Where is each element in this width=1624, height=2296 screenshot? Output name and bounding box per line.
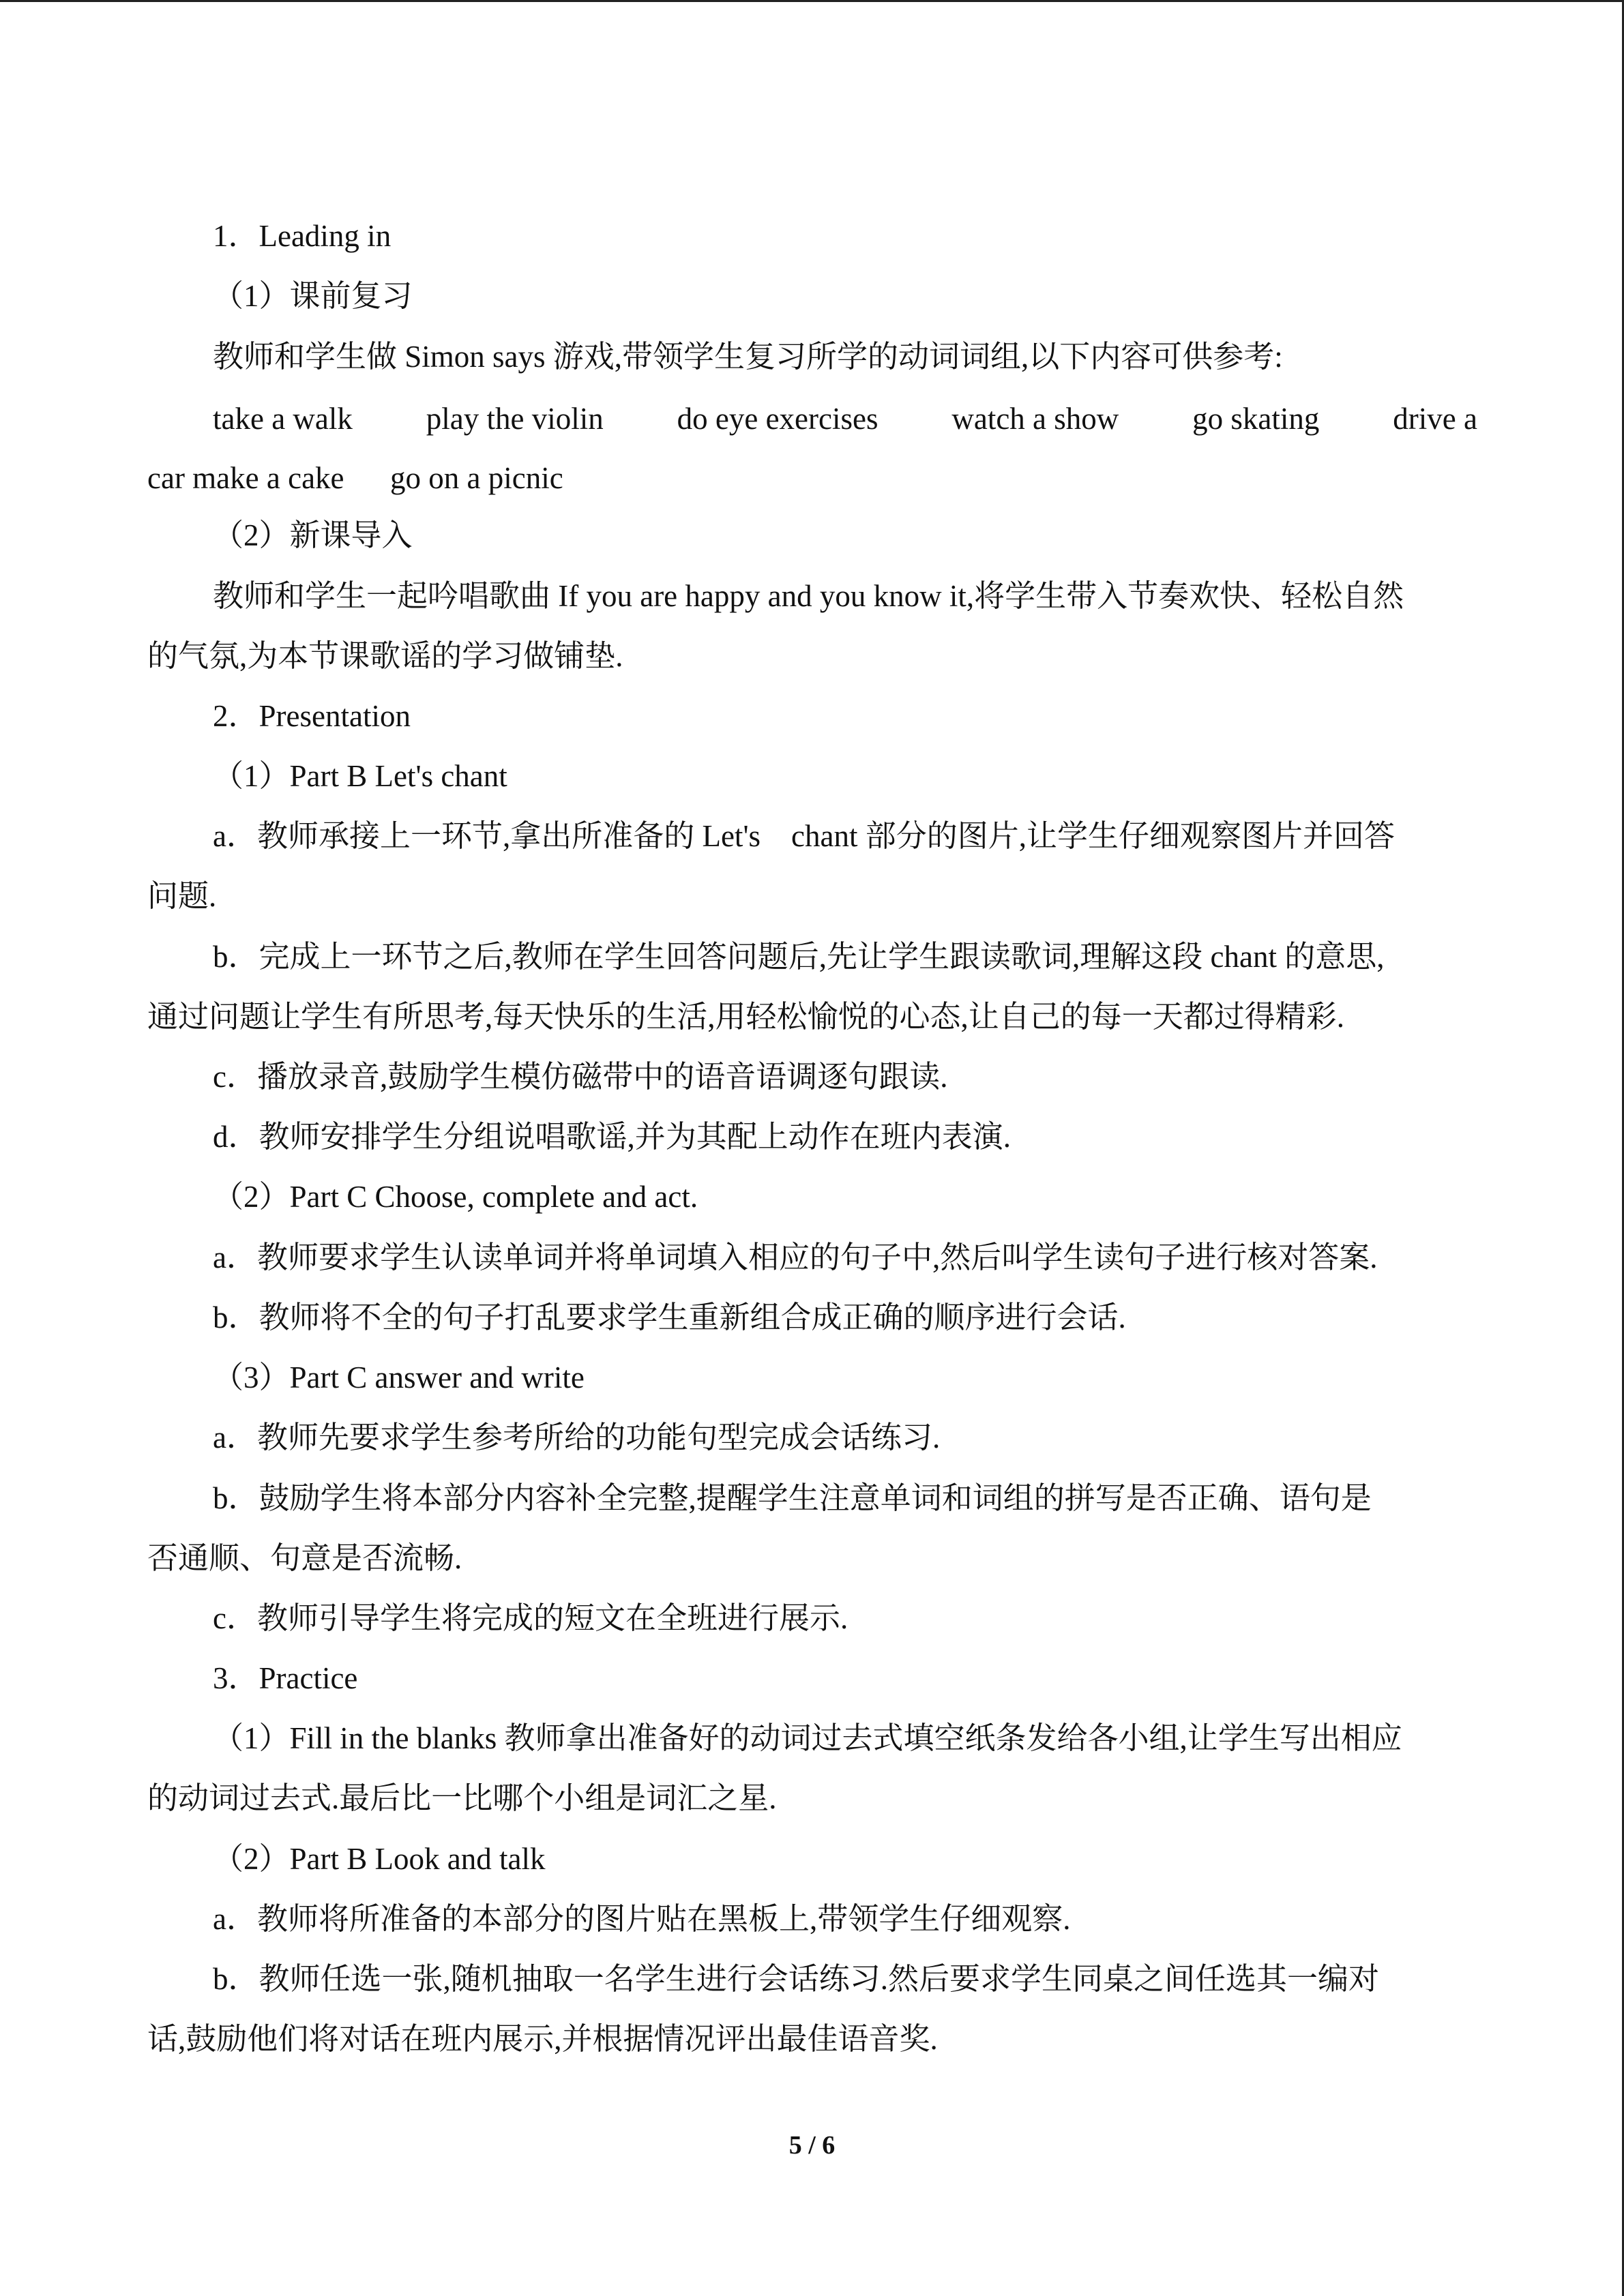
subheading-choose-complete-act: （2）Part C Choose, complete and act. [213, 1180, 698, 1214]
paragraph-continued: 的气氛,为本节课歌谣的学习做铺垫. [147, 639, 623, 673]
list-item-continued: 否通顺、句意是否流畅. [147, 1541, 462, 1575]
page-number: 5 / 6 [788, 2131, 836, 2160]
phrase-item: drive a [1393, 402, 1477, 436]
paragraph-continued: 的动词过去式.最后比一比哪个小组是词汇之星. [147, 1781, 777, 1815]
list-item: b．完成上一环节之后,教师在学生回答问题后,先让学生跟读歌词,理解这段 chant 的意思, [213, 940, 1385, 974]
list-item: c．教师引导学生将完成的短文在全班进行展示. [213, 1601, 848, 1635]
phrase-item: play the violin [426, 402, 604, 436]
list-item: a．教师承接上一环节,拿出所准备的 Let's chant 部分的图片,让学生仔细观察图片并回答 [213, 819, 1396, 853]
subheading-lets-chant: （1）Part B Let's chant [213, 759, 507, 793]
phrase-list [213, 398, 1477, 439]
list-item: b．鼓励学生将本部分内容补全完整,提醒学生注意单词和词组的拼写是否正确、语句是 [213, 1481, 1372, 1515]
subheading-answer-and-write: （3）Part C answer and write [213, 1360, 585, 1395]
list-item: a．教师要求学生认读单词并将单词填入相应的句子中,然后叫学生读句子进行核对答案. [213, 1240, 1378, 1274]
phrase-list-continued: car make a cake go on a picnic [147, 461, 563, 495]
subheading-new-lesson: （2）新课导入 [213, 518, 413, 552]
list-item-continued: 通过问题让学生有所思考,每天快乐的生活,用轻松愉悦的心态,让自己的每一天都过得精彩. [147, 1000, 1345, 1034]
list-item-continued: 话,鼓励他们将对话在班内展示,并根据情况评出最佳语音奖. [147, 2022, 938, 2056]
list-item-continued: 问题. [147, 879, 217, 913]
phrase-item: take a walk [213, 402, 353, 436]
list-item: d．教师安排学生分组说唱歌谣,并为其配上动作在班内表演. [213, 1120, 1012, 1154]
section-heading-leading-in: 1．Leading in [213, 219, 392, 253]
list-item: a．教师先要求学生参考所给的功能句型完成会话练习. [213, 1420, 941, 1455]
paragraph: 教师和学生做 Simon says 游戏,带领学生复习所学的动词词组,以下内容可供参考: [213, 340, 1283, 374]
section-heading-presentation: 2．Presentation [213, 699, 411, 733]
subheading-review: （1）课前复习 [213, 279, 413, 313]
section-heading-practice: 3．Practice [213, 1661, 358, 1695]
list-item: b．教师任选一张,随机抽取一名学生进行会话练习.然后要求学生同桌之间任选其一编对 [213, 1962, 1380, 1996]
subheading-look-and-talk: （2）Part B Look and talk [213, 1842, 546, 1876]
subheading-fill-in-blanks: （1）Fill in the blanks 教师拿出准备好的动词过去式填空纸条发给各小组,让学生写出相应 [213, 1721, 1402, 1755]
phrase-item: do eye exercises [677, 402, 879, 436]
list-item: c．播放录音,鼓励学生模仿磁带中的语音语调逐句跟读. [213, 1060, 948, 1094]
list-item: a．教师将所准备的本部分的图片贴在黑板上,带领学生仔细观察. [213, 1902, 1071, 1936]
paragraph: 教师和学生一起吟唱歌曲 If you are happy and you know it,将学生带入节奏欢快、轻松自然 [213, 579, 1404, 613]
list-item: b．教师将不全的句子打乱要求学生重新组合成正确的顺序进行会话. [213, 1300, 1126, 1335]
phrase-item: go skating [1192, 402, 1320, 436]
phrase-item: watch a show [951, 402, 1119, 436]
